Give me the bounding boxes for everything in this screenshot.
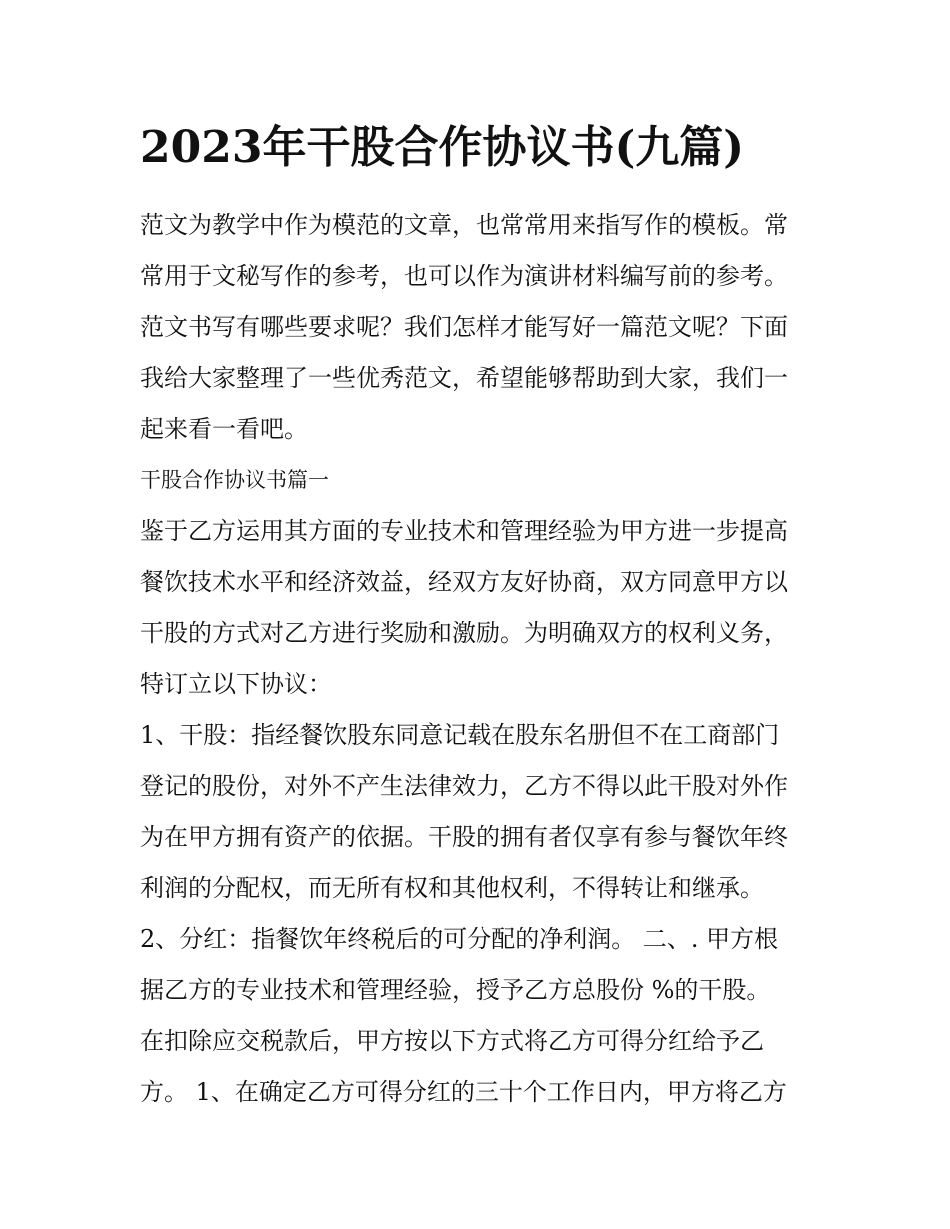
paragraph-line: 常用于文秘写作的参考，也可以作为演讲材料编写前的参考。 (140, 262, 788, 290)
paragraph-line: 我给大家整理了一些优秀范文，希望能够帮助到大家，我们一 (140, 364, 788, 392)
paragraph-line: 利润的分配权，而无所有权和其他权利，不得转让和继承。 (140, 874, 764, 902)
paragraph-line: 范文书写有哪些要求呢？我们怎样才能写好一篇范文呢？下面 (140, 313, 788, 341)
paragraph-line: 在扣除应交税款后，甲方按以下方式将乙方可得分红给予乙 (140, 1027, 764, 1055)
paragraph-line: 干股的方式对乙方进行奖励和激励。为明确双方的权利义务， (140, 619, 788, 647)
paragraph-line: 鉴于乙方运用其方面的专业技术和管理经验为甲方进一步提高 (140, 517, 788, 545)
document-title: 2023年干股合作协议书(九篇) (140, 122, 745, 173)
paragraph-line: 登记的股份，对外不产生法律效力，乙方不得以此干股对外作 (140, 772, 788, 800)
paragraph-line: 1、干股：指经餐饮股东同意记载在股东名册但不在工商部门 (140, 721, 780, 749)
paragraph-line: 范文为教学中作为模范的文章，也常常用来指写作的模板。常 (140, 211, 788, 239)
paragraph-line: 特订立以下协议： (140, 670, 332, 698)
paragraph-line: 餐饮技术水平和经济效益，经双方友好协商，双方同意甲方以 (140, 568, 788, 596)
paragraph-line: 方。 1、在确定乙方可得分红的三十个工作日内，甲方将乙方 (140, 1078, 787, 1106)
paragraph-line: 2、分红：指餐饮年终税后的可分配的净利润。 二、. 甲方根 (140, 925, 779, 953)
paragraph-line: 为在甲方拥有资产的依据。干股的拥有者仅享有参与餐饮年终 (140, 823, 788, 851)
paragraph-line: 据乙方的专业技术和管理经验，授予乙方总股份 %的干股。 (140, 976, 771, 1004)
paragraph-line: 起来看一看吧。 (140, 415, 308, 443)
section-heading: 干股合作协议书篇一 (140, 468, 329, 492)
document-body (140, 200, 830, 1118)
